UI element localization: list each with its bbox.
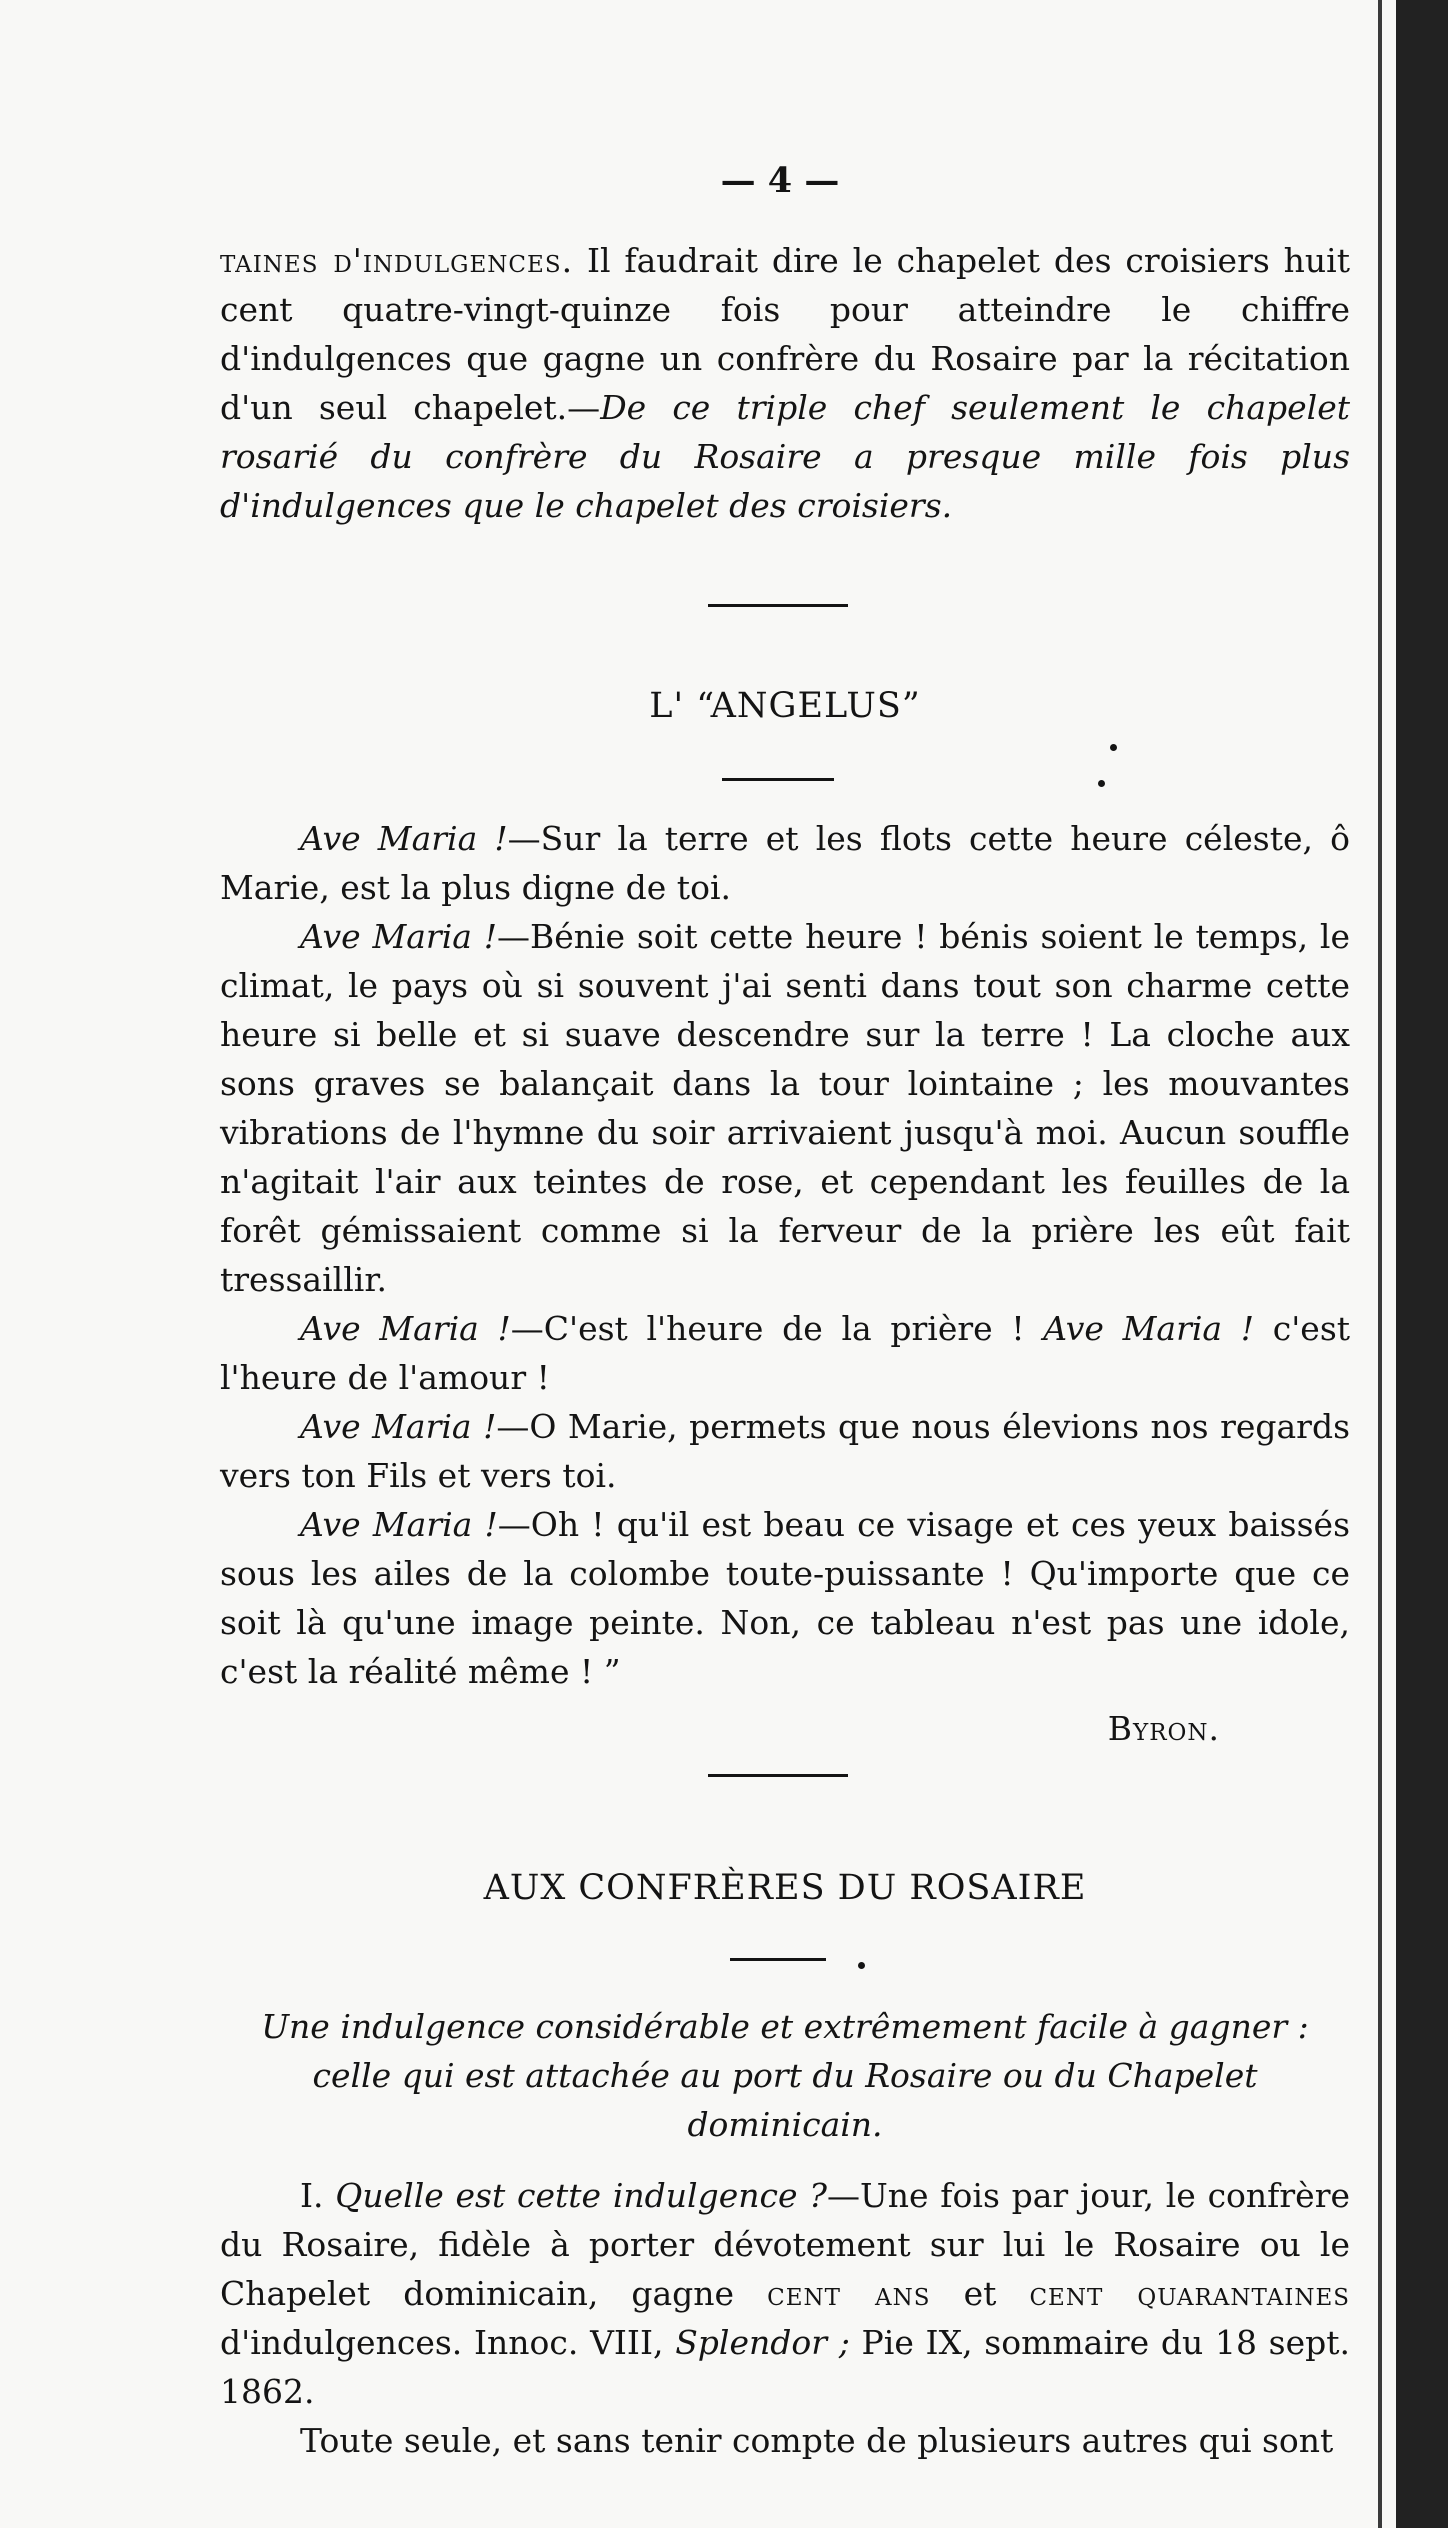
continuation-smallcaps: taines d'indulgences. [220, 241, 574, 280]
confreres-text [220, 2002, 1350, 2465]
continuation-italic: De ce triple chef seulement le chapelet rosarié du confrère du Rosaire a presque mille fois plus d'indulgences que le chapelet des croisiers. [220, 388, 1351, 525]
smallcaps-term: cent quarantaines [1029, 2274, 1350, 2313]
ink-speck [1098, 780, 1105, 787]
paragraph-text: —Une fois par jour, le confrère du Rosaire, fidèle à porter dévotement sur lui le Rosaire ou le Chapelet dominicain, gagne [220, 2176, 1350, 2313]
angelus-paragraph-1 [220, 814, 1350, 912]
angelus-paragraph-3 [220, 1304, 1350, 1402]
page-gutter-line [1378, 0, 1382, 2528]
signature-byron: Byron. [1107, 1709, 1220, 1748]
confreres-paragraph-1 [220, 2171, 1350, 2416]
ave-maria-lead: Ave Maria ! [1043, 1309, 1255, 1348]
paragraph-text: —Bénie soit cette heure ! bénis soient le temps, le climat, le pays où si souvent j'ai senti dans tout son charme cette heure si belle et si suave descendre sur la terre ! La cloche aux sons graves se balançait dans la tour lointaine ; les mouvantes vibrations de l'hymne du soir arrivaient jusqu'à moi. Aucun souffle n'agitait l'air aux teintes de rose, et cependant les feuilles de la forêt gémissaient comme si la ferveur de la prière les eût fait tressaillir. [220, 917, 1351, 1299]
paragraph-text: —Sur la terre et les flots cette heure céleste, ô Marie, est la plus digne de toi. [220, 819, 1351, 907]
title-underline [722, 778, 834, 781]
ave-maria-lead: Ave Maria ! [300, 1407, 497, 1446]
continuation-paragraph [220, 236, 1350, 530]
confreres-intro: Une indulgence considérable et extrêmement facile à gagner : celle qui est attachée au port du Rosaire ou du Chapelet dominicain. [261, 2007, 1309, 2144]
smallcaps-term: cent ans [767, 2274, 931, 2313]
ink-speck [1110, 744, 1117, 751]
confreres-title: AUX CONFRÈRES DU ROSAIRE [483, 1868, 1087, 1908]
paragraph-text: —Oh ! qu'il est beau ce visage et ces yeux baissés sous les ailes de la colombe toute-puissante ! Qu'importe que ce soit là qu'une image peinte. Non, ce tableau n'est pas une idole, c'est la réalité même ! ” [220, 1505, 1351, 1691]
paragraph-text: d'indulgences. Innoc. VIII, [220, 2323, 676, 2362]
ave-maria-lead: Ave Maria ! [300, 819, 508, 858]
angelus-paragraph-4 [220, 1402, 1350, 1500]
question-italic: Quelle est cette indulgence ? [335, 2176, 827, 2215]
citation-italic: Splendor ; [675, 2323, 850, 2362]
continuation-text: Il faudrait dire le chapelet des croisiers huit cent quatre-vingt-quinze fois pour atteindre le chiffre d'indulgences que gagne un confrère du Rosaire par la récitation d'un seul chapelet.— [220, 241, 1350, 427]
scan-dark-edge [1396, 0, 1448, 2528]
angelus-title: L' “ANGELUS” [649, 686, 921, 726]
ave-maria-lead: Ave Maria ! [300, 1309, 511, 1348]
paragraph-text: et [930, 2274, 1030, 2313]
ave-maria-lead: Ave Maria ! [300, 1505, 498, 1544]
section-number: I. [300, 2176, 336, 2215]
paragraph-text: —C'est l'heure de la prière ! [510, 1309, 1044, 1348]
section-divider [708, 604, 848, 607]
angelus-paragraph-5 [220, 1500, 1350, 1696]
ink-speck [858, 1962, 865, 1969]
paragraph-text: Pie IX, sommaire du 18 sept. 1862. [220, 2323, 1350, 2411]
section-divider [708, 1774, 848, 1777]
ave-maria-lead: Ave Maria ! [300, 917, 497, 956]
angelus-paragraph-2 [220, 912, 1350, 1304]
title-underline [730, 1958, 826, 1961]
paragraph-text: c'est l'heure de l'amour ! [220, 1309, 1351, 1397]
confreres-paragraph-2: Toute seule, et sans tenir compte de plusieurs autres qui sont [300, 2421, 1334, 2460]
angelus-text [220, 814, 1350, 1753]
page-number: — 4 — [720, 160, 840, 201]
paragraph-text: —O Marie, permets que nous élevions nos regards vers ton Fils et vers toi. [220, 1407, 1351, 1495]
